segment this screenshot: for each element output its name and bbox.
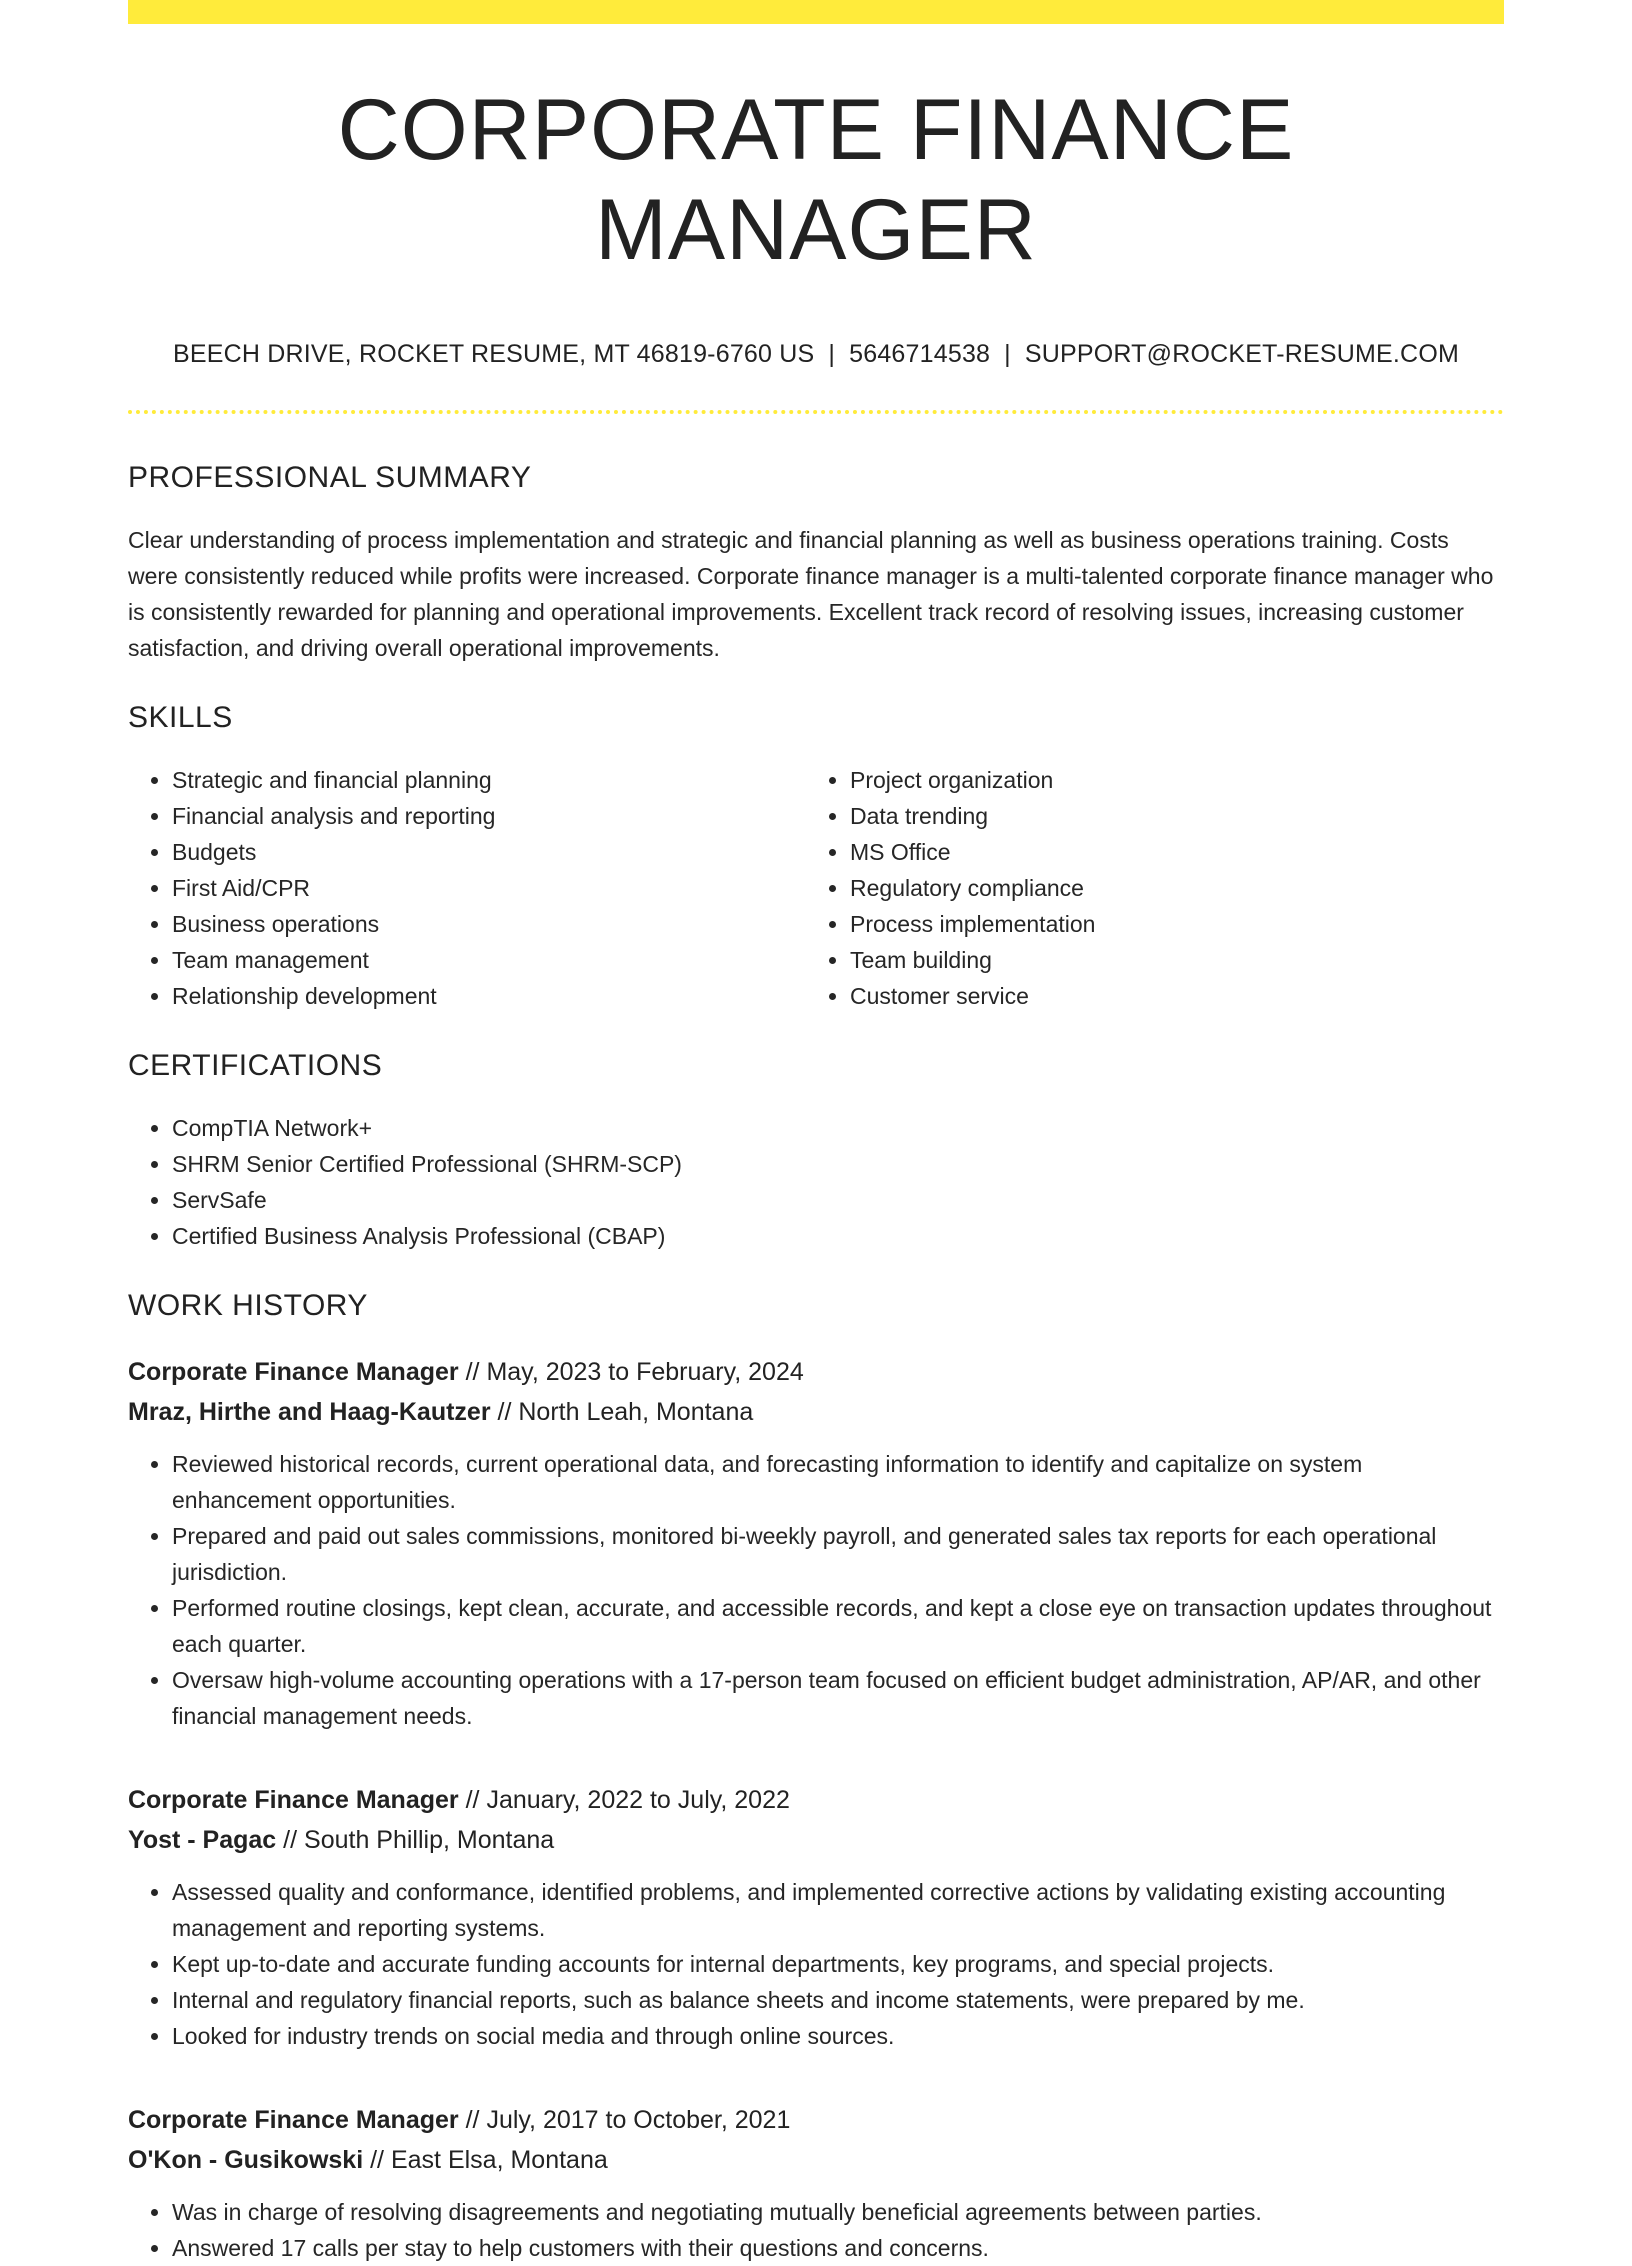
job-location: South Phillip, Montana: [304, 1826, 555, 1854]
job-company-line: [128, 2140, 1504, 2180]
job-bullet: • Assessed quality and conformance, identified problems, and implemented corrective actions by validating existing accounting management and reporting systems.: [172, 1874, 1504, 1946]
resume-page: [128, 0, 1504, 2266]
job-role: Corporate Finance Manager: [128, 1786, 459, 1814]
certification-item: • SHRM Senior Certified Professional (SHRM-SCP): [172, 1146, 1504, 1182]
job-bullets: [128, 1446, 1504, 1734]
skill-item: • Team building: [850, 942, 1504, 978]
job-bullet: • Performed routine closings, kept clean, accurate, and accessible records, and kept a close eye on transaction updates throughout each quarter.: [172, 1590, 1504, 1662]
skill-item: • Customer service: [850, 978, 1504, 1014]
job-company-line: [128, 1392, 1504, 1432]
job-divider: //: [465, 1358, 480, 1386]
job-entry: [128, 2100, 1504, 2266]
skill-item: • MS Office: [850, 834, 1504, 870]
contact-line: [128, 338, 1504, 370]
skills-list-left: [128, 762, 806, 1014]
skills-list-right: [806, 762, 1504, 1014]
job-role: Corporate Finance Manager: [128, 1358, 459, 1386]
summary-heading: PROFESSIONAL SUMMARY: [128, 461, 532, 494]
job-divider: //: [497, 1398, 512, 1426]
certifications-list: [128, 1110, 1504, 1254]
certification-item: • ServSafe: [172, 1182, 1504, 1218]
job-location: East Elsa, Montana: [390, 2146, 608, 2174]
skill-item: • Strategic and financial planning: [172, 762, 806, 798]
work-history-section: [128, 1288, 1504, 2266]
job-bullet: • Internal and regulatory financial reports, such as balance sheets and income statements, were prepared by me.: [172, 1982, 1504, 2018]
skills-section: [128, 700, 1504, 1014]
dotted-divider: [128, 410, 1504, 414]
skill-item: • Process implementation: [850, 906, 1504, 942]
job-divider: //: [465, 1786, 480, 1814]
skill-item: • Budgets: [172, 834, 806, 870]
job-bullet: • Looked for industry trends on social media and through online sources.: [172, 2018, 1504, 2054]
certifications-section: [128, 1048, 1504, 1254]
skill-item: • Regulatory compliance: [850, 870, 1504, 906]
job-bullet: • Answered 17 calls per stay to help customers with their questions and concerns.: [172, 2230, 1504, 2266]
skill-item: • First Aid/CPR: [172, 870, 806, 906]
job-company-line: [128, 1820, 1504, 1860]
job-dates: July, 2017 to October, 2021: [486, 2106, 791, 2134]
resume-name: CORPORATE FINANCE MANAGER: [337, 82, 1295, 278]
job-bullet: • Oversaw high-volume accounting operations with a 17-person team focused on efficient budget administration, AP/AR, and other financial management needs.: [172, 1662, 1504, 1734]
job-role-line: [128, 1352, 1504, 1392]
certifications-heading: CERTIFICATIONS: [128, 1049, 383, 1082]
job-bullet: • Was in charge of resolving disagreements and negotiating mutually beneficial agreements between parties.: [172, 2194, 1504, 2230]
contact-separator: |: [1004, 340, 1011, 368]
summary-section: [128, 460, 1504, 666]
certification-item: • CompTIA Network+: [172, 1110, 1504, 1146]
skill-item: • Relationship development: [172, 978, 806, 1014]
contact-address: BEECH DRIVE, ROCKET RESUME, MT 46819-6760 US: [172, 340, 815, 368]
summary-text: Clear understanding of process implementation and strategic and financial planning as well as business operations training. Costs were consistently reduced while profits were increased. Corporate finance manager is a multi-talented corporate finance manager who is consistently rewarded for planning and operational improvements. Excellent track record of resolving issues, increasing customer satisfaction, and driving overall operational improvements.: [128, 527, 1494, 661]
contact-separator: |: [828, 340, 836, 368]
job-location: North Leah, Montana: [518, 1398, 754, 1426]
job-bullet: • Kept up-to-date and accurate funding accounts for internal departments, key programs, and special projects.: [172, 1946, 1504, 1982]
job-role: Corporate Finance Manager: [128, 2106, 459, 2134]
job-company: Yost - Pagac: [128, 1826, 277, 1854]
job-dates: May, 2023 to February, 2024: [486, 1358, 804, 1386]
skills-heading: SKILLS: [128, 701, 233, 734]
job-bullet: • Reviewed historical records, current operational data, and forecasting information to identify and capitalize on system enhancement opportunities.: [172, 1446, 1504, 1518]
job-divider: //: [283, 1826, 298, 1854]
job-entry: [128, 1352, 1504, 1734]
skill-item: • Project organization: [850, 762, 1504, 798]
accent-top-bar: [128, 0, 1504, 24]
job-dates: January, 2022 to July, 2022: [486, 1786, 790, 1814]
job-role-line: [128, 2100, 1504, 2140]
job-company: Mraz, Hirthe and Haag-Kautzer: [128, 1398, 491, 1426]
job-bullet: • Prepared and paid out sales commissions, monitored bi-weekly payroll, and generated sales tax reports for each operational jurisdiction.: [172, 1518, 1504, 1590]
job-role-line: [128, 1780, 1504, 1820]
job-bullets: [128, 1874, 1504, 2054]
skill-item: • Financial analysis and reporting: [172, 798, 806, 834]
contact-email: SUPPORT@ROCKET-RESUME.COM: [1024, 340, 1459, 368]
skill-item: • Team management: [172, 942, 806, 978]
job-entry: [128, 1780, 1504, 2054]
skill-item: • Data trending: [850, 798, 1504, 834]
job-divider: //: [465, 2106, 480, 2134]
job-bullets: [128, 2194, 1504, 2266]
job-divider: //: [370, 2146, 385, 2174]
skills-grid: [128, 762, 1504, 1014]
certification-item: • Certified Business Analysis Professional (CBAP): [172, 1218, 1504, 1254]
contact-phone: 5646714538: [849, 340, 991, 368]
work-history-heading: WORK HISTORY: [128, 1289, 368, 1322]
skill-item: • Business operations: [172, 906, 806, 942]
job-company: O'Kon - Gusikowski: [128, 2146, 364, 2174]
